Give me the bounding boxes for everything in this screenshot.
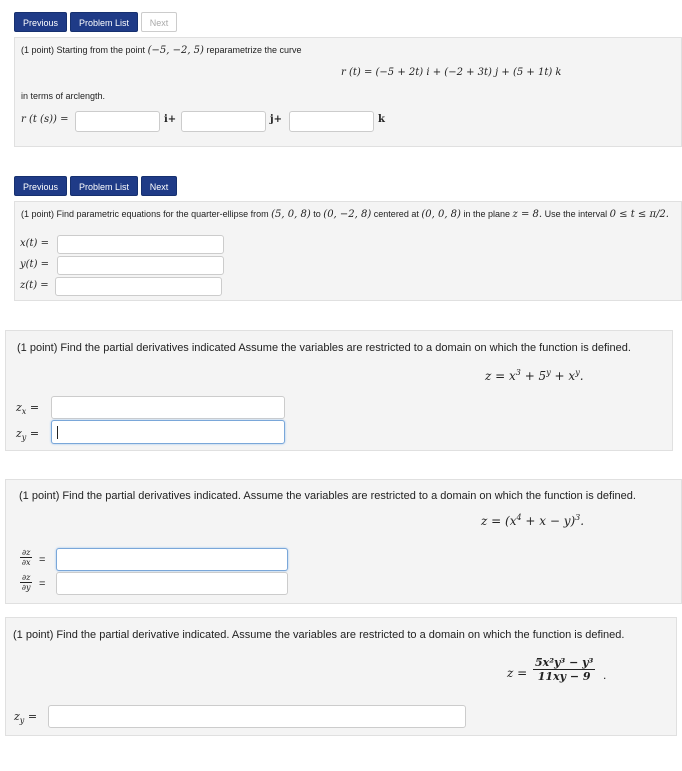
center-point: (0, 0, 8)	[421, 209, 461, 220]
x-t-label: x(t) =	[20, 238, 50, 249]
dz-dy-input[interactable]	[56, 572, 288, 595]
next-button-disabled: Next	[141, 12, 177, 32]
zx-z: z	[16, 401, 22, 414]
problem-2-panel	[14, 201, 682, 301]
eq-part: + x	[550, 369, 576, 383]
r-ts-label: r (t (s)) =	[21, 114, 69, 125]
i-unit-label: i+	[164, 114, 177, 125]
zy-label	[14, 710, 37, 725]
problem-3-equation	[485, 368, 584, 383]
dy-den: ∂y	[21, 583, 31, 592]
dz-num: ∂z	[22, 573, 31, 582]
zx-sub: x	[21, 407, 27, 417]
text-cursor	[57, 426, 58, 439]
problem-4-equation	[481, 513, 584, 528]
z-t-input[interactable]	[55, 277, 222, 296]
eq-part: z = (x	[481, 514, 517, 528]
y-t-label: y(t) =	[20, 259, 50, 270]
eq-part: .	[579, 369, 584, 383]
problem-1-reparam-text: reparametrize the curve	[206, 45, 302, 55]
zy-input[interactable]	[51, 420, 285, 444]
zx-eq: =	[29, 401, 40, 414]
equation-period: .	[603, 668, 607, 682]
problem-1-intro-text: (1 point) Starting from the point	[21, 45, 146, 55]
problem-3-panel	[5, 330, 673, 451]
zy-eq: =	[29, 427, 40, 440]
eq-exp: 3	[575, 513, 581, 522]
dz-dy-label	[20, 573, 32, 592]
problem-2-intro-text: (1 point) Find parametric equations for the quarter-ellipse from	[21, 209, 269, 219]
zx-label	[16, 401, 39, 416]
interval-text: Use the interval	[544, 209, 608, 219]
start-point: (−5, −2, 5)	[147, 45, 204, 56]
i-component-input[interactable]	[75, 111, 160, 132]
fraction-numerator: 5x²y³ − y³	[535, 656, 594, 669]
problem-3-text: (1 point) Find the partial derivatives indicated Assume the variables are restricted to a domain on which the function is defined.	[17, 342, 631, 354]
problem-5-text: (1 point) Find the partial derivative indicated. Assume the variables are restricted to a domain on which the function is defined.	[13, 629, 625, 641]
problem-4-text: (1 point) Find the partial derivatives indicated. Assume the variables are restricted to a domain on which the function is defined.	[19, 490, 636, 502]
plane-text: in the plane	[463, 209, 511, 219]
zy-input[interactable]	[48, 705, 466, 728]
problem-2-intro	[21, 209, 669, 220]
k-unit-label: k	[378, 114, 385, 125]
dz-dx-label	[20, 548, 32, 567]
arclength-text: in terms of arclength.	[21, 91, 106, 101]
eq-part: + 5	[520, 369, 547, 383]
x-t-input[interactable]	[57, 235, 224, 254]
plane-equation: z = 8.	[512, 209, 543, 220]
eq-exp: 3	[515, 368, 521, 377]
to-word: to	[313, 209, 321, 219]
dz-num: ∂z	[22, 548, 31, 557]
curve-equation: r (t) = (−5 + 2t) i + (−2 + 3t) j + (5 + 1t) k	[341, 67, 562, 78]
problem-1-intro	[21, 45, 302, 56]
zy-z: z	[14, 710, 20, 723]
dz-dx-input[interactable]	[56, 548, 288, 571]
y-t-input[interactable]	[57, 256, 224, 275]
zy-eq: =	[27, 710, 38, 723]
j-unit-label: j+	[270, 114, 282, 125]
previous-button[interactable]: Previous	[14, 12, 67, 32]
zy-z: z	[16, 427, 22, 440]
problem-5-fraction	[533, 656, 595, 683]
problem-4-panel	[5, 479, 682, 604]
centered-text: centered at	[373, 209, 419, 219]
problem-5-panel	[5, 617, 677, 736]
next-button[interactable]: Next	[141, 176, 177, 196]
j-component-input[interactable]	[181, 111, 266, 132]
zx-input[interactable]	[51, 396, 285, 419]
to-point: (0, −2, 8)	[323, 209, 372, 220]
previous-button[interactable]: Previous	[14, 176, 67, 196]
eq-exp: y	[546, 368, 551, 377]
fraction-denominator: 11xy − 9	[537, 670, 591, 683]
problem-1-panel	[14, 37, 682, 147]
z-t-label: z(t) =	[20, 280, 49, 291]
k-component-input[interactable]	[289, 111, 374, 132]
zy-label	[16, 427, 39, 442]
eq-exp: y	[575, 368, 580, 377]
eq-part: .	[580, 514, 585, 528]
problem-list-button[interactable]: Problem List	[70, 12, 138, 32]
eq-part: z = x	[485, 369, 516, 383]
eq-part: + x − y)	[521, 514, 576, 528]
eq-exp: 4	[516, 513, 522, 522]
dx-den: ∂x	[21, 558, 31, 567]
z-equals: z =	[507, 666, 528, 680]
zy-sub: y	[21, 433, 27, 443]
zy-sub: y	[19, 716, 25, 726]
from-point: (5, 0, 8)	[271, 209, 311, 220]
dz-dx-eq: =	[39, 554, 46, 566]
dz-dy-eq: =	[39, 578, 46, 590]
interval-value: 0 ≤ t ≤ π/2.	[609, 209, 669, 220]
problem-list-button[interactable]: Problem List	[70, 176, 138, 196]
